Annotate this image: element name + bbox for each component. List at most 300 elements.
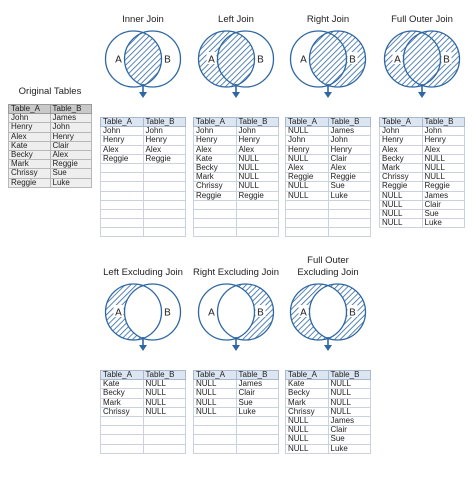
empty-row	[101, 228, 186, 237]
table-cell: Clair	[328, 154, 371, 163]
table-cell: NULL	[286, 435, 329, 444]
empty-row	[101, 200, 186, 209]
table-row	[286, 398, 371, 407]
table-cell: NULL	[286, 182, 329, 191]
table-row	[101, 145, 186, 154]
table-cell: Luke	[328, 191, 371, 200]
table-cell: NULL	[286, 127, 329, 136]
label-a: A	[115, 54, 122, 66]
table-row	[286, 163, 371, 172]
empty-cell	[286, 228, 329, 237]
label-a: A	[300, 54, 307, 66]
table-cell: NULL	[286, 191, 329, 200]
table-row	[101, 154, 186, 163]
venn-diagram	[285, 28, 371, 90]
result-table	[100, 370, 186, 454]
empty-row	[194, 426, 279, 435]
table-row	[194, 173, 279, 182]
table-row	[9, 150, 92, 159]
table-cell: James	[328, 416, 371, 425]
table-header-row	[194, 118, 279, 127]
table-cell: Alex	[143, 145, 186, 154]
column-header: Table_B	[50, 105, 92, 114]
table-cell: James	[236, 380, 279, 389]
table-cell: NULL	[194, 398, 237, 407]
empty-cell	[101, 416, 144, 425]
venn-diagram	[193, 28, 279, 90]
empty-cell	[143, 209, 186, 218]
join-title: Excluding Join	[297, 267, 359, 278]
table-cell: John	[286, 136, 329, 145]
table-cell: Henry	[328, 145, 371, 154]
table-row	[101, 127, 186, 136]
table-cell: James	[328, 127, 371, 136]
table-cell: Henry	[286, 145, 329, 154]
empty-cell	[101, 228, 144, 237]
join-title: Inner Join	[122, 14, 164, 25]
empty-cell	[101, 173, 144, 182]
table-cell: Henry	[236, 136, 279, 145]
table-row	[194, 136, 279, 145]
table-cell: NULL	[236, 173, 279, 182]
empty-row	[286, 228, 371, 237]
table-row	[380, 219, 465, 228]
empty-cell	[143, 173, 186, 182]
empty-cell	[101, 191, 144, 200]
column-header: Table_B	[328, 118, 371, 127]
table-cell: NULL	[143, 389, 186, 398]
table-row	[380, 173, 465, 182]
table-cell: Kate	[286, 380, 329, 389]
table-cell: Luke	[422, 219, 465, 228]
join-title: Right Excluding Join	[192, 267, 280, 278]
table-row	[286, 191, 371, 200]
table-row	[194, 389, 279, 398]
empty-row	[286, 209, 371, 218]
table-cell: Reggie	[101, 154, 144, 163]
empty-row	[101, 426, 186, 435]
table-cell: Luke	[236, 407, 279, 416]
table-cell: Mark	[380, 163, 423, 172]
empty-cell	[143, 228, 186, 237]
table-cell: NULL	[422, 154, 465, 163]
column-header: Table_B	[328, 371, 371, 380]
table-cell: Reggie	[422, 182, 465, 191]
table-row	[194, 398, 279, 407]
table-cell: John	[50, 123, 92, 132]
empty-row	[194, 435, 279, 444]
table-cell: Alex	[422, 145, 465, 154]
column-header: Table_A	[194, 118, 237, 127]
table-row	[286, 182, 371, 191]
join-title: Right Join	[306, 14, 350, 25]
table-cell: NULL	[422, 173, 465, 182]
table-row	[101, 380, 186, 389]
table-cell: Becky	[9, 150, 51, 159]
table-cell: James	[422, 191, 465, 200]
empty-cell	[101, 444, 144, 453]
table-cell: Alex	[236, 145, 279, 154]
table-cell: NULL	[286, 154, 329, 163]
table-header-row	[380, 118, 465, 127]
empty-cell	[194, 416, 237, 425]
table-header-row	[194, 371, 279, 380]
column-header: Table_A	[9, 105, 51, 114]
empty-cell	[101, 435, 144, 444]
table-row	[380, 191, 465, 200]
table-row	[380, 154, 465, 163]
table-cell: NULL	[328, 407, 371, 416]
original-tables-title: Original Tables	[18, 86, 82, 97]
table-row	[101, 398, 186, 407]
table-cell: Alex	[380, 145, 423, 154]
table-cell: Sue	[50, 169, 92, 178]
table-header-row	[101, 371, 186, 380]
down-arrow-icon	[416, 84, 428, 98]
empty-row	[101, 435, 186, 444]
table-cell: Becky	[101, 389, 144, 398]
table-cell: Sue	[328, 435, 371, 444]
join-title: Left Join	[218, 14, 254, 25]
table-cell: Reggie	[194, 191, 237, 200]
table-cell: NULL	[236, 154, 279, 163]
table-cell: NULL	[194, 389, 237, 398]
empty-row	[194, 200, 279, 209]
table-cell: Clair	[328, 426, 371, 435]
table-cell: NULL	[380, 200, 423, 209]
table-row	[194, 191, 279, 200]
empty-row	[101, 191, 186, 200]
empty-cell	[286, 200, 329, 209]
column-header: Table_A	[101, 371, 144, 380]
table-cell: Luke	[328, 444, 371, 453]
column-header: Table_B	[236, 371, 279, 380]
down-arrow-icon	[322, 337, 334, 351]
empty-cell	[236, 219, 279, 228]
table-cell: Reggie	[236, 191, 279, 200]
empty-cell	[194, 426, 237, 435]
join-title: Full Outer	[307, 255, 349, 266]
original-table	[8, 104, 92, 188]
table-cell: Reggie	[380, 182, 423, 191]
table-row	[194, 127, 279, 136]
label-b: B	[349, 54, 356, 66]
label-b: B	[349, 307, 356, 319]
table-row	[380, 163, 465, 172]
table-cell: Chrissy	[194, 182, 237, 191]
table-cell: Alex	[328, 163, 371, 172]
result-table	[100, 117, 186, 237]
column-header: Table_B	[236, 118, 279, 127]
table-cell: NULL	[286, 416, 329, 425]
table-row	[194, 145, 279, 154]
empty-cell	[194, 219, 237, 228]
empty-row	[194, 209, 279, 218]
table-row	[9, 123, 92, 132]
empty-row	[194, 219, 279, 228]
table-cell: NULL	[286, 426, 329, 435]
result-table	[193, 370, 279, 454]
table-cell: Reggie	[143, 154, 186, 163]
empty-cell	[236, 200, 279, 209]
table-row	[9, 141, 92, 150]
table-cell: John	[194, 127, 237, 136]
table-row	[380, 136, 465, 145]
empty-cell	[143, 219, 186, 228]
table-cell: Kate	[9, 141, 51, 150]
venn-diagram	[100, 281, 186, 343]
table-row	[286, 136, 371, 145]
table-cell: Reggie	[286, 173, 329, 182]
table-cell: John	[328, 136, 371, 145]
table-row	[286, 127, 371, 136]
table-row	[286, 416, 371, 425]
table-row	[286, 407, 371, 416]
empty-cell	[328, 228, 371, 237]
table-cell: Henry	[380, 136, 423, 145]
table-row	[286, 435, 371, 444]
table-cell: NULL	[328, 380, 371, 389]
empty-cell	[328, 219, 371, 228]
column-header: Table_A	[101, 118, 144, 127]
table-cell: Mark	[101, 398, 144, 407]
label-b: B	[257, 307, 264, 319]
table-cell: Reggie	[328, 173, 371, 182]
label-b: B	[164, 54, 171, 66]
table-row	[380, 182, 465, 191]
table-header-row	[9, 105, 92, 114]
empty-cell	[101, 182, 144, 191]
label-a: A	[115, 307, 122, 319]
table-row	[286, 173, 371, 182]
table-cell: Alex	[50, 150, 92, 159]
table-cell: Henry	[194, 136, 237, 145]
table-cell: NULL	[194, 380, 237, 389]
table-cell: John	[143, 127, 186, 136]
table-cell: Chrissy	[9, 169, 51, 178]
table-row	[9, 160, 92, 169]
table-cell: NULL	[328, 398, 371, 407]
label-a: A	[394, 54, 401, 66]
table-row	[194, 163, 279, 172]
column-header: Table_A	[380, 118, 423, 127]
empty-row	[101, 173, 186, 182]
table-cell: NULL	[143, 407, 186, 416]
empty-cell	[101, 163, 144, 172]
table-row	[286, 380, 371, 389]
empty-cell	[194, 209, 237, 218]
empty-cell	[143, 200, 186, 209]
table-cell: Mark	[194, 173, 237, 182]
table-row	[101, 136, 186, 145]
table-cell: NULL	[236, 182, 279, 191]
venn-diagram	[193, 281, 279, 343]
empty-row	[101, 219, 186, 228]
table-row	[380, 209, 465, 218]
table-row	[194, 380, 279, 389]
table-row	[286, 154, 371, 163]
table-row	[380, 200, 465, 209]
empty-cell	[194, 444, 237, 453]
empty-cell	[194, 200, 237, 209]
label-a: A	[300, 307, 307, 319]
table-cell: NULL	[380, 209, 423, 218]
empty-cell	[236, 416, 279, 425]
table-row	[9, 114, 92, 123]
table-cell: Sue	[236, 398, 279, 407]
table-cell: NULL	[194, 407, 237, 416]
down-arrow-icon	[137, 84, 149, 98]
empty-row	[286, 219, 371, 228]
empty-row	[101, 209, 186, 218]
table-header-row	[286, 118, 371, 127]
table-cell: John	[380, 127, 423, 136]
empty-cell	[143, 163, 186, 172]
table-cell: Clair	[50, 141, 92, 150]
table-row	[9, 132, 92, 141]
table-cell: Becky	[286, 389, 329, 398]
empty-cell	[286, 209, 329, 218]
result-table	[285, 370, 371, 454]
table-row	[286, 389, 371, 398]
label-b: B	[257, 54, 264, 66]
table-cell: Chrissy	[101, 407, 144, 416]
empty-row	[101, 182, 186, 191]
down-arrow-icon	[137, 337, 149, 351]
empty-row	[101, 163, 186, 172]
table-cell: John	[9, 114, 51, 123]
table-cell: Alex	[9, 132, 51, 141]
result-table	[193, 117, 279, 237]
result-table	[379, 117, 465, 228]
column-header: Table_B	[422, 118, 465, 127]
empty-row	[194, 416, 279, 425]
table-row	[9, 169, 92, 178]
table-row	[286, 444, 371, 453]
empty-row	[286, 200, 371, 209]
table-cell: NULL	[143, 398, 186, 407]
empty-row	[101, 416, 186, 425]
table-row	[101, 407, 186, 416]
empty-cell	[328, 200, 371, 209]
table-cell: NULL	[143, 380, 186, 389]
empty-cell	[236, 209, 279, 218]
label-b: B	[443, 54, 450, 66]
column-header: Table_B	[143, 371, 186, 380]
table-cell: Henry	[9, 123, 51, 132]
table-cell: James	[50, 114, 92, 123]
venn-diagram	[285, 281, 371, 343]
table-cell: Reggie	[50, 160, 92, 169]
empty-cell	[236, 426, 279, 435]
table-cell: Sue	[328, 182, 371, 191]
empty-cell	[143, 182, 186, 191]
table-cell: Henry	[50, 132, 92, 141]
table-header-row	[101, 118, 186, 127]
venn-diagram	[100, 28, 186, 90]
column-header: Table_A	[194, 371, 237, 380]
table-cell: Becky	[194, 163, 237, 172]
empty-cell	[143, 426, 186, 435]
empty-cell	[101, 426, 144, 435]
column-header: Table_A	[286, 371, 329, 380]
column-header: Table_B	[143, 118, 186, 127]
table-cell: John	[236, 127, 279, 136]
table-cell: Mark	[9, 160, 51, 169]
empty-cell	[101, 219, 144, 228]
table-cell: NULL	[380, 191, 423, 200]
empty-cell	[194, 435, 237, 444]
empty-cell	[101, 200, 144, 209]
table-row	[194, 154, 279, 163]
table-row	[101, 389, 186, 398]
table-cell: Henry	[143, 136, 186, 145]
empty-cell	[143, 416, 186, 425]
table-cell: Henry	[101, 136, 144, 145]
empty-cell	[143, 444, 186, 453]
table-row	[9, 178, 92, 187]
table-cell: Kate	[194, 154, 237, 163]
table-cell: Alex	[101, 145, 144, 154]
table-cell: NULL	[328, 389, 371, 398]
table-cell: NULL	[380, 219, 423, 228]
empty-row	[101, 444, 186, 453]
result-table	[285, 117, 371, 237]
table-row	[380, 127, 465, 136]
empty-cell	[286, 219, 329, 228]
empty-row	[194, 228, 279, 237]
table-cell: Alex	[286, 163, 329, 172]
table-cell: Sue	[422, 209, 465, 218]
empty-cell	[236, 228, 279, 237]
label-a: A	[208, 54, 215, 66]
join-title: Left Excluding Join	[103, 267, 183, 278]
label-b: B	[164, 307, 171, 319]
table-cell: Henry	[422, 136, 465, 145]
table-cell: Luke	[50, 178, 92, 187]
table-header-row	[286, 371, 371, 380]
table-cell: Clair	[236, 389, 279, 398]
table-cell: Reggie	[9, 178, 51, 187]
table-cell: Clair	[422, 200, 465, 209]
down-arrow-icon	[322, 84, 334, 98]
table-cell: John	[422, 127, 465, 136]
empty-cell	[143, 191, 186, 200]
empty-cell	[143, 435, 186, 444]
empty-cell	[328, 209, 371, 218]
label-a: A	[208, 307, 215, 319]
table-cell: Alex	[194, 145, 237, 154]
table-cell: Chrissy	[380, 173, 423, 182]
empty-cell	[194, 228, 237, 237]
table-cell: John	[101, 127, 144, 136]
table-row	[286, 145, 371, 154]
table-row	[286, 426, 371, 435]
table-cell: NULL	[286, 444, 329, 453]
table-row	[194, 407, 279, 416]
join-title: Full Outer Join	[391, 14, 453, 25]
table-cell: Mark	[286, 398, 329, 407]
table-cell: Becky	[380, 154, 423, 163]
down-arrow-icon	[230, 337, 242, 351]
empty-cell	[236, 435, 279, 444]
table-cell: NULL	[236, 163, 279, 172]
column-header: Table_A	[286, 118, 329, 127]
empty-cell	[101, 209, 144, 218]
table-row	[380, 145, 465, 154]
table-row	[194, 182, 279, 191]
table-cell: Kate	[101, 380, 144, 389]
